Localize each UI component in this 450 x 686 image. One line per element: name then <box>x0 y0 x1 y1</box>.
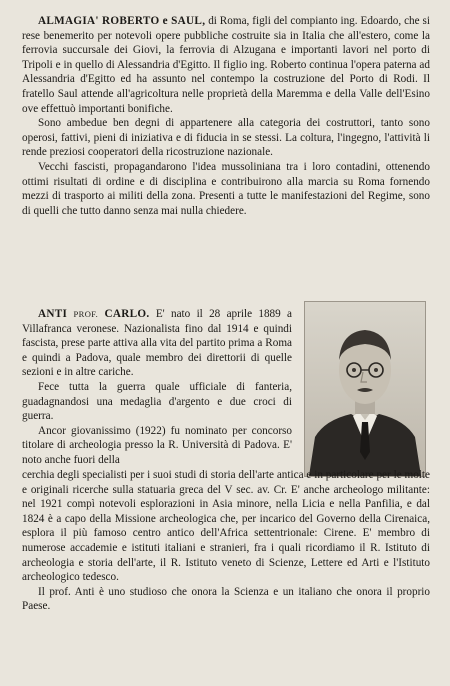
entry-anti <box>22 307 292 468</box>
entry-anti-paragraph-2: Fece tutta la guerra quale ufficiale di fanteria, guadagnandosi una medaglia d'argento e due croci di guerra. <box>22 380 292 423</box>
entry-anti-text-1: E' nato il 28 aprile 1889 a Villafranca veronese. Nazionalista fino dal 1914 e quindi fascista, prese parte attiva alla vita del partito prima a Roma e quindi a Padova, quale membro dei direttorii di quelle sezioni e in altre cariche. <box>22 308 293 379</box>
entry-almagia-name: ALMAGIA' ROBERTO e SAUL, <box>38 15 206 27</box>
entry-almagia-text-1: di Roma, figli del compianto ing. Edoardo, che si rese benemerito per notevoli opere pubbliche costruite sia in Italia che all'estero, come la ferrovia succursale dei Giovi, la ferrovia di Alzugana e importanti lavori nel porto di Tripoli e in quello di Alessandria d'Egitto. Il figlio ing. Roberto continua l'opera paterna ad Alessandria d'Egitto ed ha assunto nel contempo la costruzione del Porto di Rodi. Il fratello Saul attende all'agricoltura nelle proprietà della Maremma e della Valle dell'Esino ove effettuò importanti bonifiche. <box>22 15 430 115</box>
entry-anti-surname: ANTI <box>38 308 68 320</box>
entry-anti-paragraph-1 <box>22 307 292 380</box>
entry-almagia-paragraph-1 <box>22 14 430 116</box>
entry-anti-paragraph-4: Il prof. Anti è uno studioso che onora la Scienza e un italiano che onora il proprio Paese. <box>22 585 430 613</box>
entry-anti-title: PROF. <box>73 309 99 319</box>
entry-anti-firstname: CARLO. <box>104 308 150 320</box>
entry-anti-paragraph-3-continued: cerchia degli specialisti per i suoi studi di storia dell'arte antica e in particolare per le molte e originali ricerche sulla statuaria greca del V sec. av. Cr. E' anche archeologo militante: nel 1921 compì notevoli esplorazioni in Asia minore, nella Licia e nella Panfilia, e dal 1824 è a capo della Missione archeologica che, per incarico del Governo della Cirenaica, esplora il più famoso centro antico dell'Africa settentrionale: Cirene. E' membro di numerose accademie e istituti italiani e stranieri, fra i quali ricordiamo il R. Istituto di archeologia e storia dell'arte, il R. Istituto veneto di Scienze, Lettere ed Arti e l'Istituto archeologico tedesco. <box>22 469 430 584</box>
entry-anti-continuation <box>22 468 430 614</box>
entry-almagia-paragraph-3: Vecchi fascisti, propagandarono l'idea mussoliniana tra i loro contadini, ottenendo ottimi risultati di ordine e di disciplina e contribuirono alla marcia su Roma fornendo mezzi di trasporto ai militi della zona. Presenti a tutte le manifestazioni del Regime, sono di quelli che tutto danno senza mai nulla chiedere. <box>22 160 430 217</box>
entry-almagia-paragraph-2: Sono ambedue ben degni di appartenere alla categoria dei costruttori, tanto sono operosi, fattivi, pieni di iniziativa e di fiducia in se stessi. La coltura, l'ingegno, l'attività li rende preziosi cooperatori della ricostruzione nazionale. <box>22 117 430 159</box>
entry-anti-paragraph-3: Ancor giovanissimo (1922) fu nominato per concorso titolare di archeologia presso la R. Università di Padova. E' noto anche fuori della <box>22 424 292 466</box>
portrait-photo <box>304 301 426 477</box>
entry-almagia <box>22 14 430 218</box>
portrait-image <box>305 302 425 476</box>
